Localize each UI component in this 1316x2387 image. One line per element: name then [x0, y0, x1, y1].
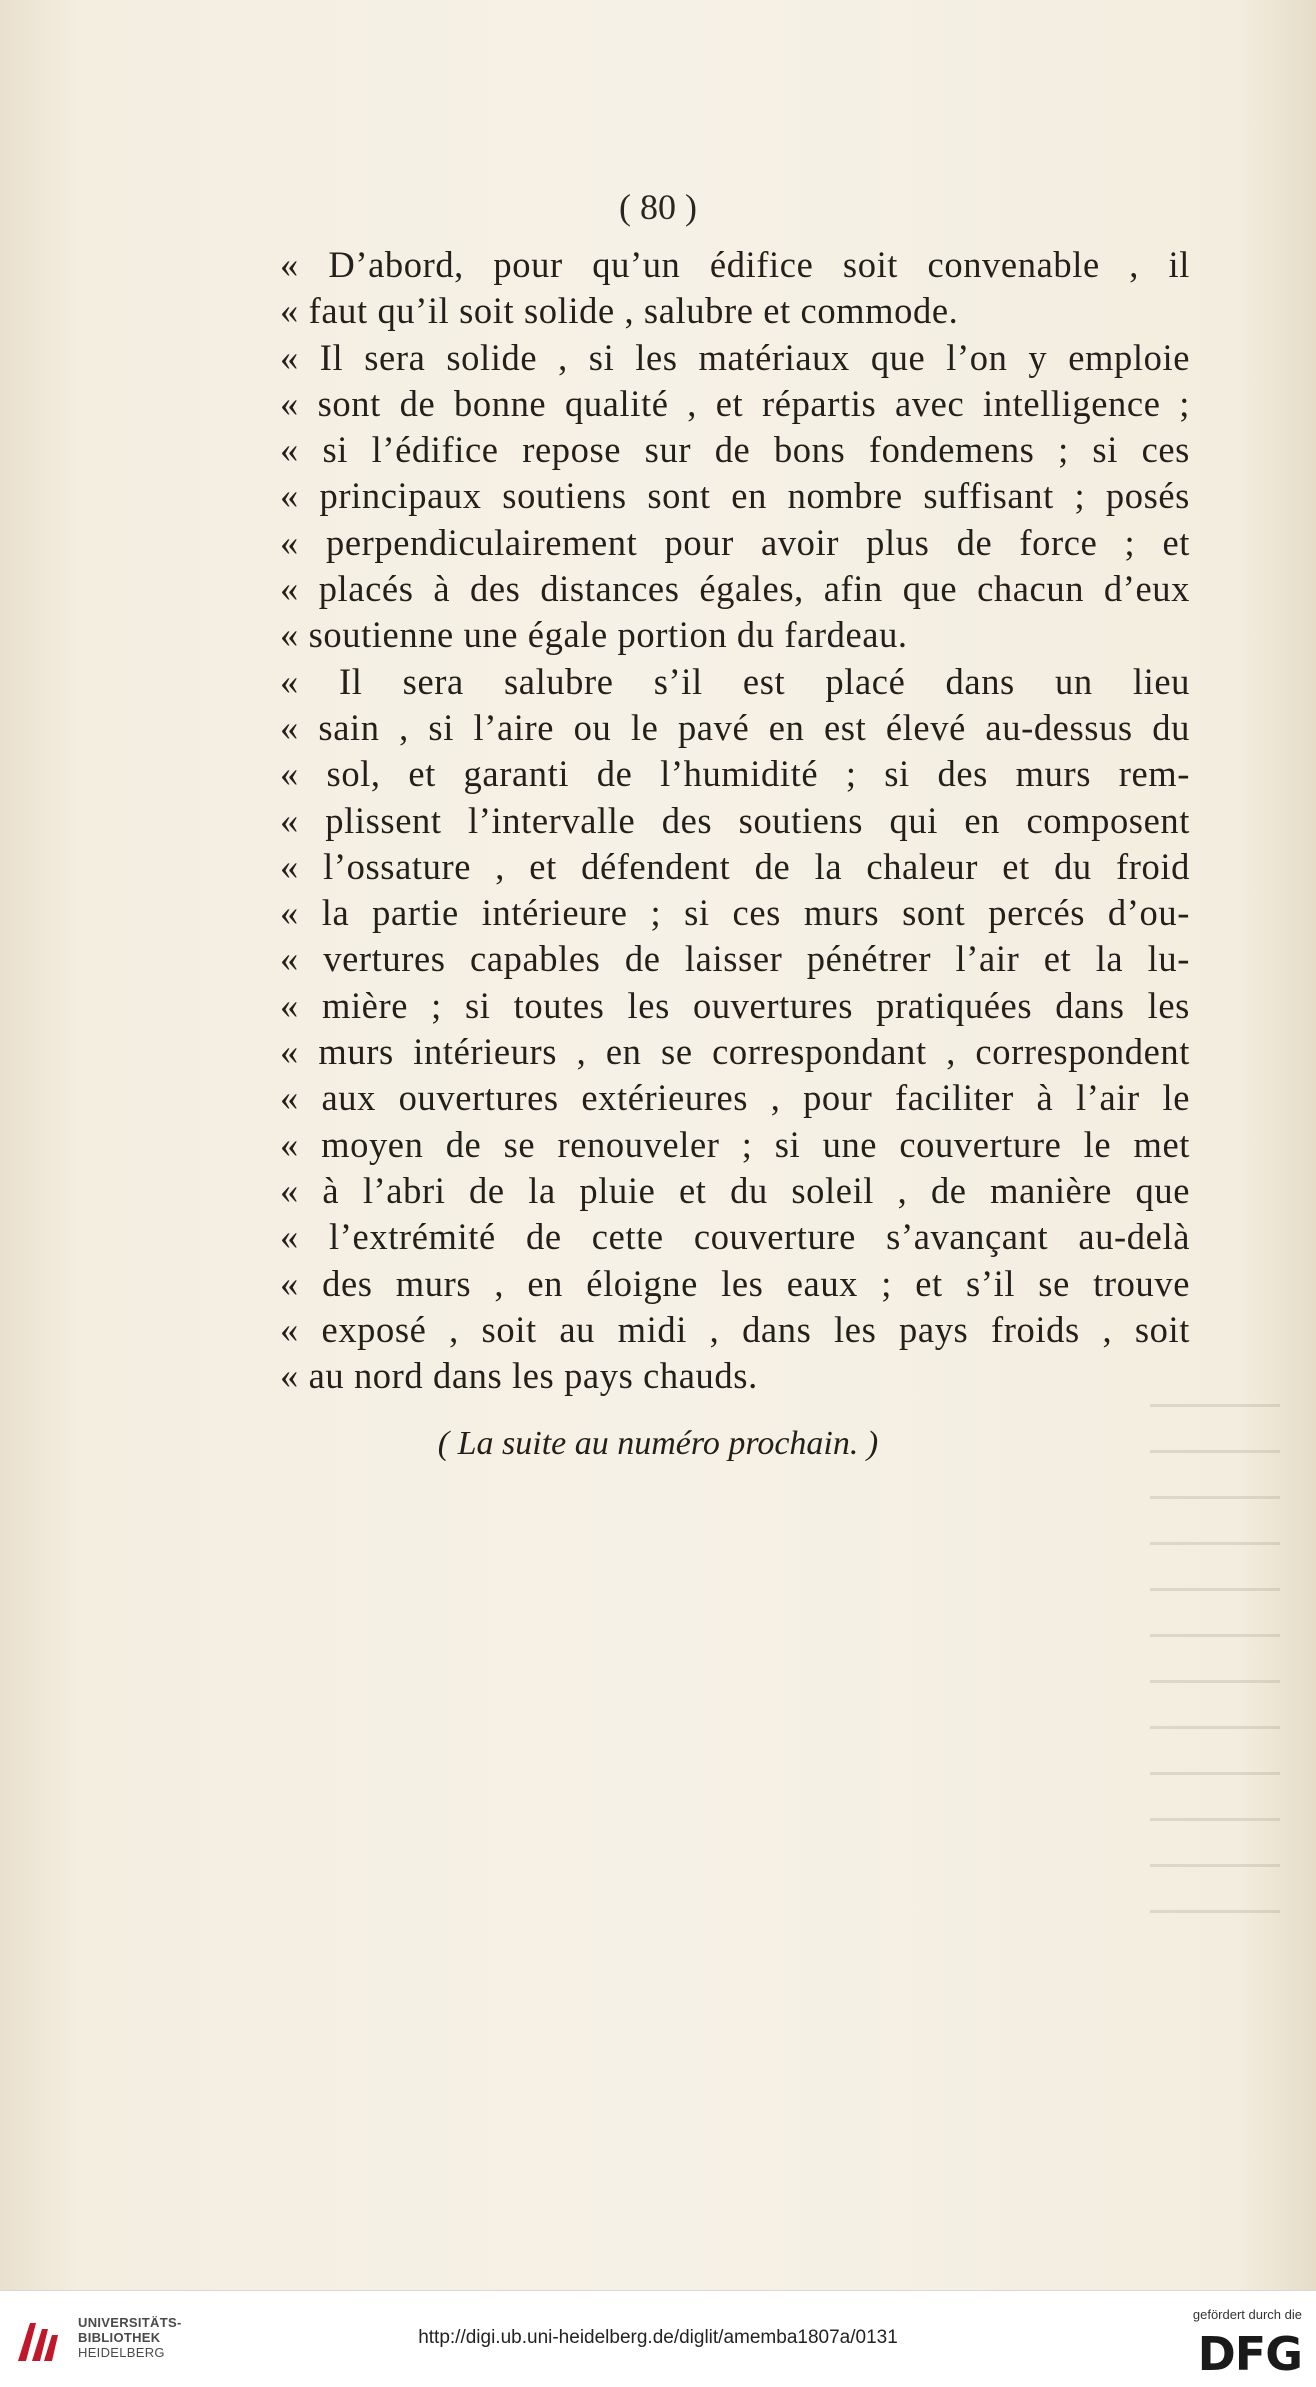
- body-text: [280, 242, 1190, 1399]
- text-line: « Il sera solide , si les matériaux que l’on y emploie: [280, 336, 1190, 378]
- text-line: « plissent l’intervalle des soutiens qui en composent: [280, 799, 1190, 841]
- page-number: ( 80 ): [619, 187, 697, 227]
- text-line: « soutienne une égale portion du fardeau.: [280, 614, 908, 656]
- text-line: « faut qu’il soit solide , salubre et commode.: [280, 290, 959, 332]
- text-line: « Il sera salubre s’il est placé dans un lieu: [280, 660, 1190, 702]
- text-line: « sont de bonne qualité , et répartis avec intelligence ;: [280, 382, 1190, 424]
- funding-note: gefördert durch die: [1192, 2307, 1302, 2322]
- text-line: « si l’édifice repose sur de bons fondemens ; si ces: [280, 429, 1190, 471]
- text-line: « au nord dans les pays chauds.: [280, 1355, 758, 1397]
- text-line: « des murs , en éloigne les eaux ; et s’il se trouve: [280, 1262, 1190, 1304]
- text-line: « D’abord, pour qu’un édifice soit convenable , il: [280, 244, 1190, 285]
- text-line: « placés à des distances égales, afin que chacun d’eux: [280, 568, 1190, 610]
- text-line: « perpendiculairement pour avoir plus de force ; et: [280, 521, 1190, 563]
- text-line: « sain , si l’aire ou le pavé en est élevé au-dessus du: [280, 706, 1190, 748]
- text-line: « vertures capables de laisser pénétrer l’air et la lu-: [280, 938, 1190, 980]
- text-line: « aux ouvertures extérieures , pour faciliter à l’air le: [280, 1077, 1190, 1119]
- library-name-line: BIBLIOTHEK: [78, 2330, 161, 2345]
- dfg-logo: DFG: [1197, 2327, 1302, 2381]
- continuation-note: ( La suite au numéro prochain. ): [437, 1425, 879, 1462]
- text-line: « murs intérieurs , en se correspondant , correspondent: [280, 1031, 1190, 1073]
- text-line: « principaux soutiens sont en nombre suffisant ; posés: [280, 475, 1190, 517]
- text-line: « la partie intérieure ; si ces murs sont percés d’ou-: [280, 892, 1190, 934]
- library-name-line: UNIVERSITÄTS-: [78, 2315, 182, 2330]
- text-line: « mière ; si toutes les ouvertures pratiquées dans les: [280, 984, 1190, 1026]
- text-line: « à l’abri de la pluie et du soleil , de manière que: [280, 1169, 1190, 1211]
- text-line: « exposé , soit au midi , dans les pays froids , soit: [280, 1308, 1190, 1350]
- permalink-url[interactable]: http://digi.ub.uni-heidelberg.de/diglit/amemba1807a/0131: [418, 2327, 898, 2348]
- text-line: « sol, et garanti de l’humidité ; si des murs rem-: [280, 753, 1190, 795]
- text-line: « l’ossature , et défendent de la chaleur et du froid: [280, 845, 1190, 887]
- text-line: « moyen de se renouveler ; si une couverture le met: [280, 1123, 1190, 1165]
- viewer-footer: [0, 2290, 1316, 2387]
- text-line: « l’extrémité de cette couverture s’avançant au-delà: [280, 1216, 1190, 1258]
- show-through-texture: [1150, 1370, 1280, 1930]
- library-name-line: HEIDELBERG: [78, 2345, 165, 2360]
